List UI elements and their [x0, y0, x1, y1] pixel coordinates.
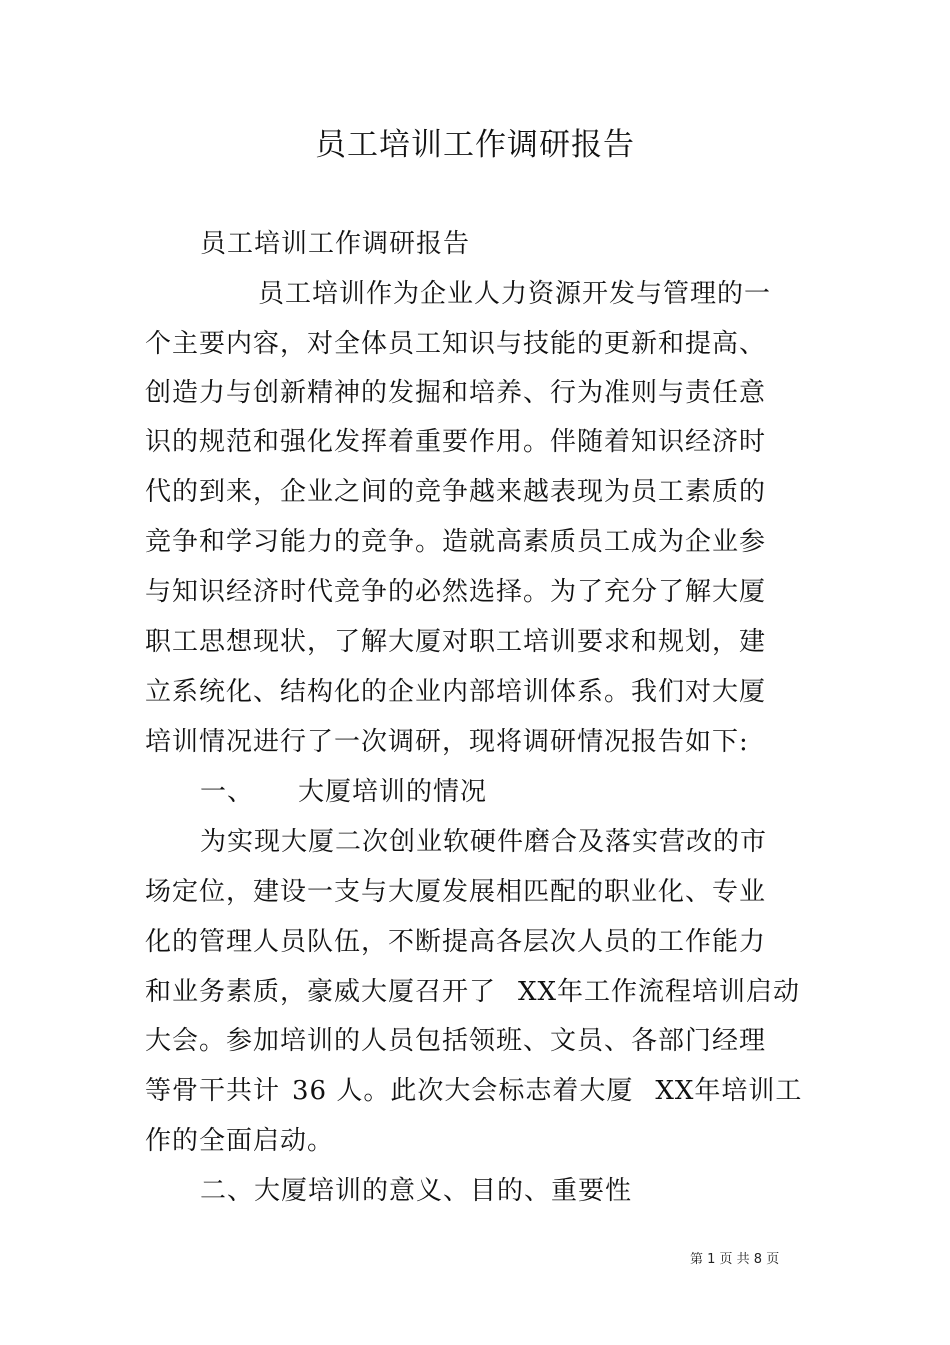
paragraph-line: 作的全面启动。: [145, 1126, 335, 1156]
page-footer: 第 1 页 共 8 页: [690, 1252, 780, 1267]
text-segment: XX年工作流程培训启动: [518, 977, 801, 1007]
section-heading: [200, 774, 487, 810]
paragraph-line: 员工培训作为企业人力资源开发与管理的一: [258, 279, 772, 309]
section-title: 大厦培训的情况: [298, 777, 488, 807]
paragraph-line: 个主要内容，对全体员工知识与技能的更新和提高、: [145, 329, 767, 359]
paragraph-line: 场定位，建设一支与大厦发展相匹配的职业化、专业: [145, 877, 767, 907]
paragraph-line: 与知识经济时代竞争的必然选择。为了充分了解大厦: [145, 577, 767, 607]
section-heading: 二、大厦培训的意义、目的、重要性: [200, 1176, 633, 1206]
paragraph-line: 识的规范和强化发挥着重要作用。伴随着知识经济时: [145, 427, 767, 457]
paragraph-line: 职工思想现状，了解大厦对职工培训要求和规划，建: [145, 627, 767, 657]
subtitle-line: 员工培训工作调研报告: [200, 229, 471, 259]
paragraph-line: 创造力与创新精神的发掘和培养、行为准则与责任意: [145, 378, 767, 408]
document-title: 员工培训工作调研报告: [315, 127, 635, 163]
section-number: 一、: [200, 777, 255, 807]
paragraph-line: 为实现大厦二次创业软硬件磨合及落实营改的市: [200, 827, 768, 857]
text-segment: XX年培训工: [655, 1076, 803, 1106]
text-segment: 36 人。此次大会标志着大厦: [292, 1076, 634, 1106]
paragraph-line: [145, 974, 800, 1010]
text-segment: 和业务素质，豪威大厦召开了: [145, 977, 497, 1007]
text-segment: 等骨干共计: [145, 1076, 281, 1106]
paragraph-line: 培训情况进行了一次调研，现将调研情况报告如下:: [145, 727, 749, 757]
paragraph-line: 大会。参加培训的人员包括领班、文员、各部门经理: [145, 1026, 767, 1056]
paragraph-line: 化的管理人员队伍，不断提高各层次人员的工作能力: [145, 927, 767, 957]
paragraph-line: [145, 1073, 802, 1109]
paragraph-line: 立系统化、结构化的企业内部培训体系。我们对大厦: [145, 677, 767, 707]
paragraph-line: 竞争和学习能力的竞争。造就高素质员工成为企业参: [145, 527, 767, 557]
paragraph-line: 代的到来，企业之间的竞争越来越表现为员工素质的: [145, 477, 767, 507]
